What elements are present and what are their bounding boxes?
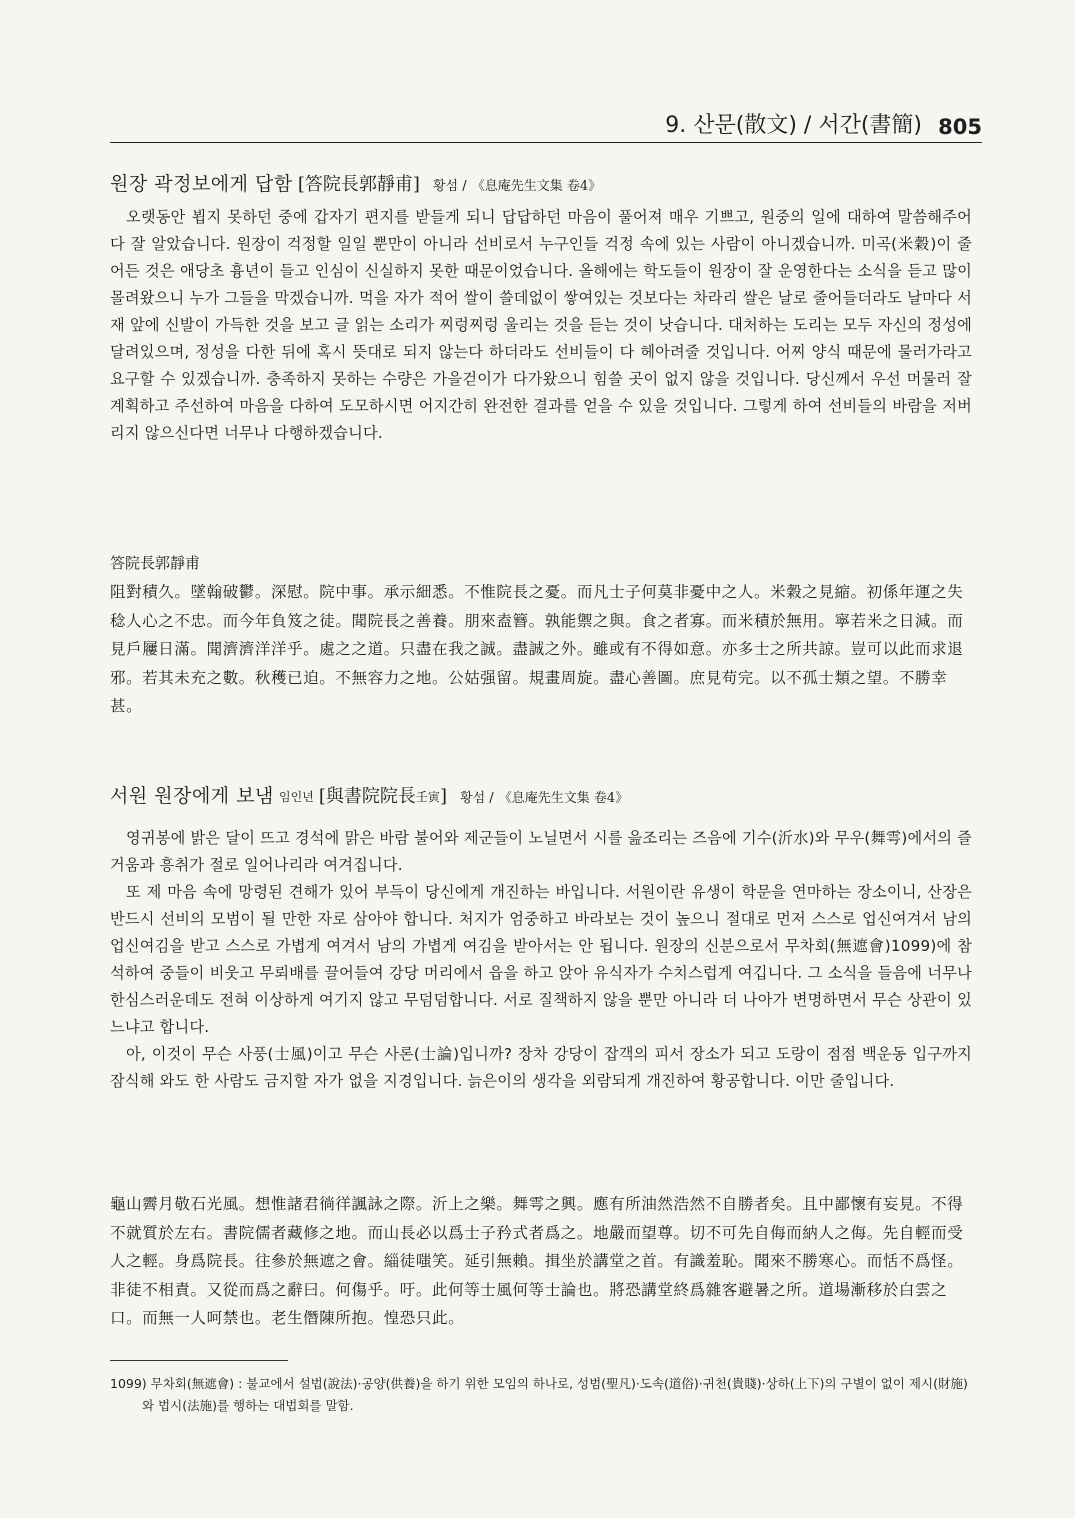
section2-translation [110,825,972,1095]
section2-title-cn [319,786,447,807]
section2-title-cn-main: [與書院院長 [318,786,416,807]
section1-author: 황섬 / [433,179,467,194]
section2-title-cn-small: 壬寅 [415,790,440,804]
section2-paragraph-2: 또 제 마음 속에 망령된 견해가 있어 부득이 당신에게 개진하는 바입니다. 서원이란 유생이 학문을 연마하는 장소이니, 산장은 반드시 선비의 모범이 될 만한 자로 삼아야 합니다. 처지가 엄중하고 바라보는 것이 높으니 절대로 먼저 스스로 업신여겨서 남의 업신여김을 받고 스스로 가볍게 여겨서 남의 가볍게 여김을 받아서는 안 됩니다. 원장의 신분으로서 무차회(無遮會)1099)에 참석하여 중들이 비웃고 무뢰배를 끌어들여 강당 머리에서 읍을 하고 앉아 유식자가 수치스럽게 여깁니다. 그 소식을 들음에 너무나 한심스러운데도 전혀 이상하게 여기지 않고 무덤덤합니다. 서로 질책하지 않을 뿐만 아니라 더 나아가 변명하면서 무슨 상관이 있느냐고 합니다. [110,883,972,1036]
section2-paragraph-3: 아, 이것이 무슨 사풍(士風)이고 무슨 사론(士論)입니까? 장차 강당이 잡객의 피서 장소가 되고 도랑이 점점 백운동 입구까지 잠식해 와도 한 사람도 금지할 자가 없을 지경입니다. 늙은이의 생각을 외람되게 개진하여 황공합니다. 이만 줄입니다. [110,1045,972,1090]
section1-title [110,170,980,201]
section2-source: 《息庵先生文集 卷4》 [498,791,629,806]
section1-title-cn: [答院長郭靜甫] [297,174,420,195]
footnote-1099: 1099) 무차회(無遮會) : 불교에서 설법(說法)·공양(供養)을 하기 위한 모임의 하나로, 성범(聖凡)·도속(道俗)·귀천(貴賤)·상하(上下)의 구별이 없이 제시(財施)와 법시(法施)를 행하는 대법회를 말함. [110,1376,968,1413]
section2-original-text: 龜山霽月敬石光風。想惟諸君徜徉諷詠之際。沂上之樂。舞雩之興。應有所油然浩然不自勝者矣。且中鄙懷有妄見。不得不就質於左右。書院儒者藏修之地。而山長必以爲士子矜式者爲之。地嚴而望尊。切不可先自侮而納人之侮。先自輕而受人之輕。身爲院長。往參於無遮之會。緇徒嗤笑。延引無賴。揖坐於講堂之首。有識羞恥。聞來不勝寒心。而恬不爲怪。非徒不相責。又從而爲之辭曰。何傷乎。吁。此何等士風何等士論也。將恐講堂終爲雜客避暑之所。道場漸移於白雲之口。而無一人呵禁也。老生僭陳所抱。惶恐只此。 [110,1195,964,1327]
section2-title [110,782,980,813]
section2-title-ko: 서원 원장에게 보냄 [110,785,274,807]
page-number: 805 [938,115,982,139]
running-header [110,112,982,142]
header-rule [110,142,982,143]
section2-title-year: 임인년 [279,790,314,804]
section2-author: 황섬 / [460,791,494,806]
chapter-title: 9. 산문(散文) / 서간(書簡) [665,113,922,138]
section1-original-text: 阻對積久。墜翰破鬱。深慰。院中事。承示細悉。不惟院長之憂。而凡士子何莫非憂中之人。米穀之見縮。初係年運之失稔人心之不忠。而今年負笈之徒。聞院長之善養。朋來盍簪。孰能禦之與。食之者寡。而米積於無用。寧若米之日減。而見戶屨日滿。聞濟濟洋洋乎。處之之道。只盡在我之誠。盡誠之外。雖或有不得如意。亦多士之所共諒。豈可以此而求退邪。若其未充之數。秋穫已迫。不無容力之地。公姑强留。規畫周旋。盡心善圖。庶見苟完。以不孤士類之望。不勝幸甚。 [110,583,964,715]
section1-original-heading: 答院長郭靜甫 [110,554,201,572]
section2-paragraph-1: 영귀봉에 밝은 달이 뜨고 경석에 맑은 바람 불어와 제군들이 노닐면서 시를 읊조리는 즈음에 기수(沂水)와 무우(舞雩)에서의 즐거움과 흥취가 절로 일어나리라 여겨집니다. [110,829,972,874]
footnote-rule [110,1360,288,1361]
section1-translation [110,204,972,447]
section1-source: 《息庵先生文集 卷4》 [471,179,602,194]
section1-translation-paragraph: 오랫동안 뵙지 못하던 중에 갑자기 편지를 받들게 되니 답답하던 마음이 풀어져 매우 기쁘고, 원중의 일에 대하여 말씀해주어 다 잘 알았습니다. 원장이 걱정할 일일 뿐만이 아니라 선비로서 누구인들 걱정 속에 있는 사람이 아니겠습니까. 미곡(米穀)이 줄어든 것은 애당초 흉년이 들고 인심이 신실하지 못한 때문이었습니다. 올해에는 학도들이 원장이 잘 운영한다는 소식을 듣고 많이 몰려왔으니 누가 그들을 막겠습니까. 먹을 자가 적어 쌀이 쓸데없이 쌓여있는 것보다는 차라리 쌀은 날로 줄어들더라도 날마다 서재 앞에 신발이 가득한 것을 보고 글 읽는 소리가 찌렁찌렁 울리는 것을 듣는 것이 낫습니다. 대처하는 도리는 모두 자신의 정성에 달려있으며, 정성을 다한 뒤에 혹시 뜻대로 되지 않는다 하더라도 선비들이 다 헤아려줄 것입니다. 어찌 양식 때문에 물러가라고 요구할 수 있겠습니까. 충족하지 못하는 수량은 가을걷이가 다가왔으니 힘쓸 곳이 없지 않을 것입니다. 당신께서 우선 머물러 잘 계획하고 주선하여 마음을 다하여 도모하시면 어지간히 완전한 결과를 얻을 수 있을 것입니다. 그렇게 하여 선비들의 바람을 저버리지 않으신다면 너무나 다행하겠습니다. [110,208,972,442]
section2-title-cn-close: ] [439,786,447,807]
section1-title-ko: 원장 곽정보에게 답함 [110,173,293,195]
